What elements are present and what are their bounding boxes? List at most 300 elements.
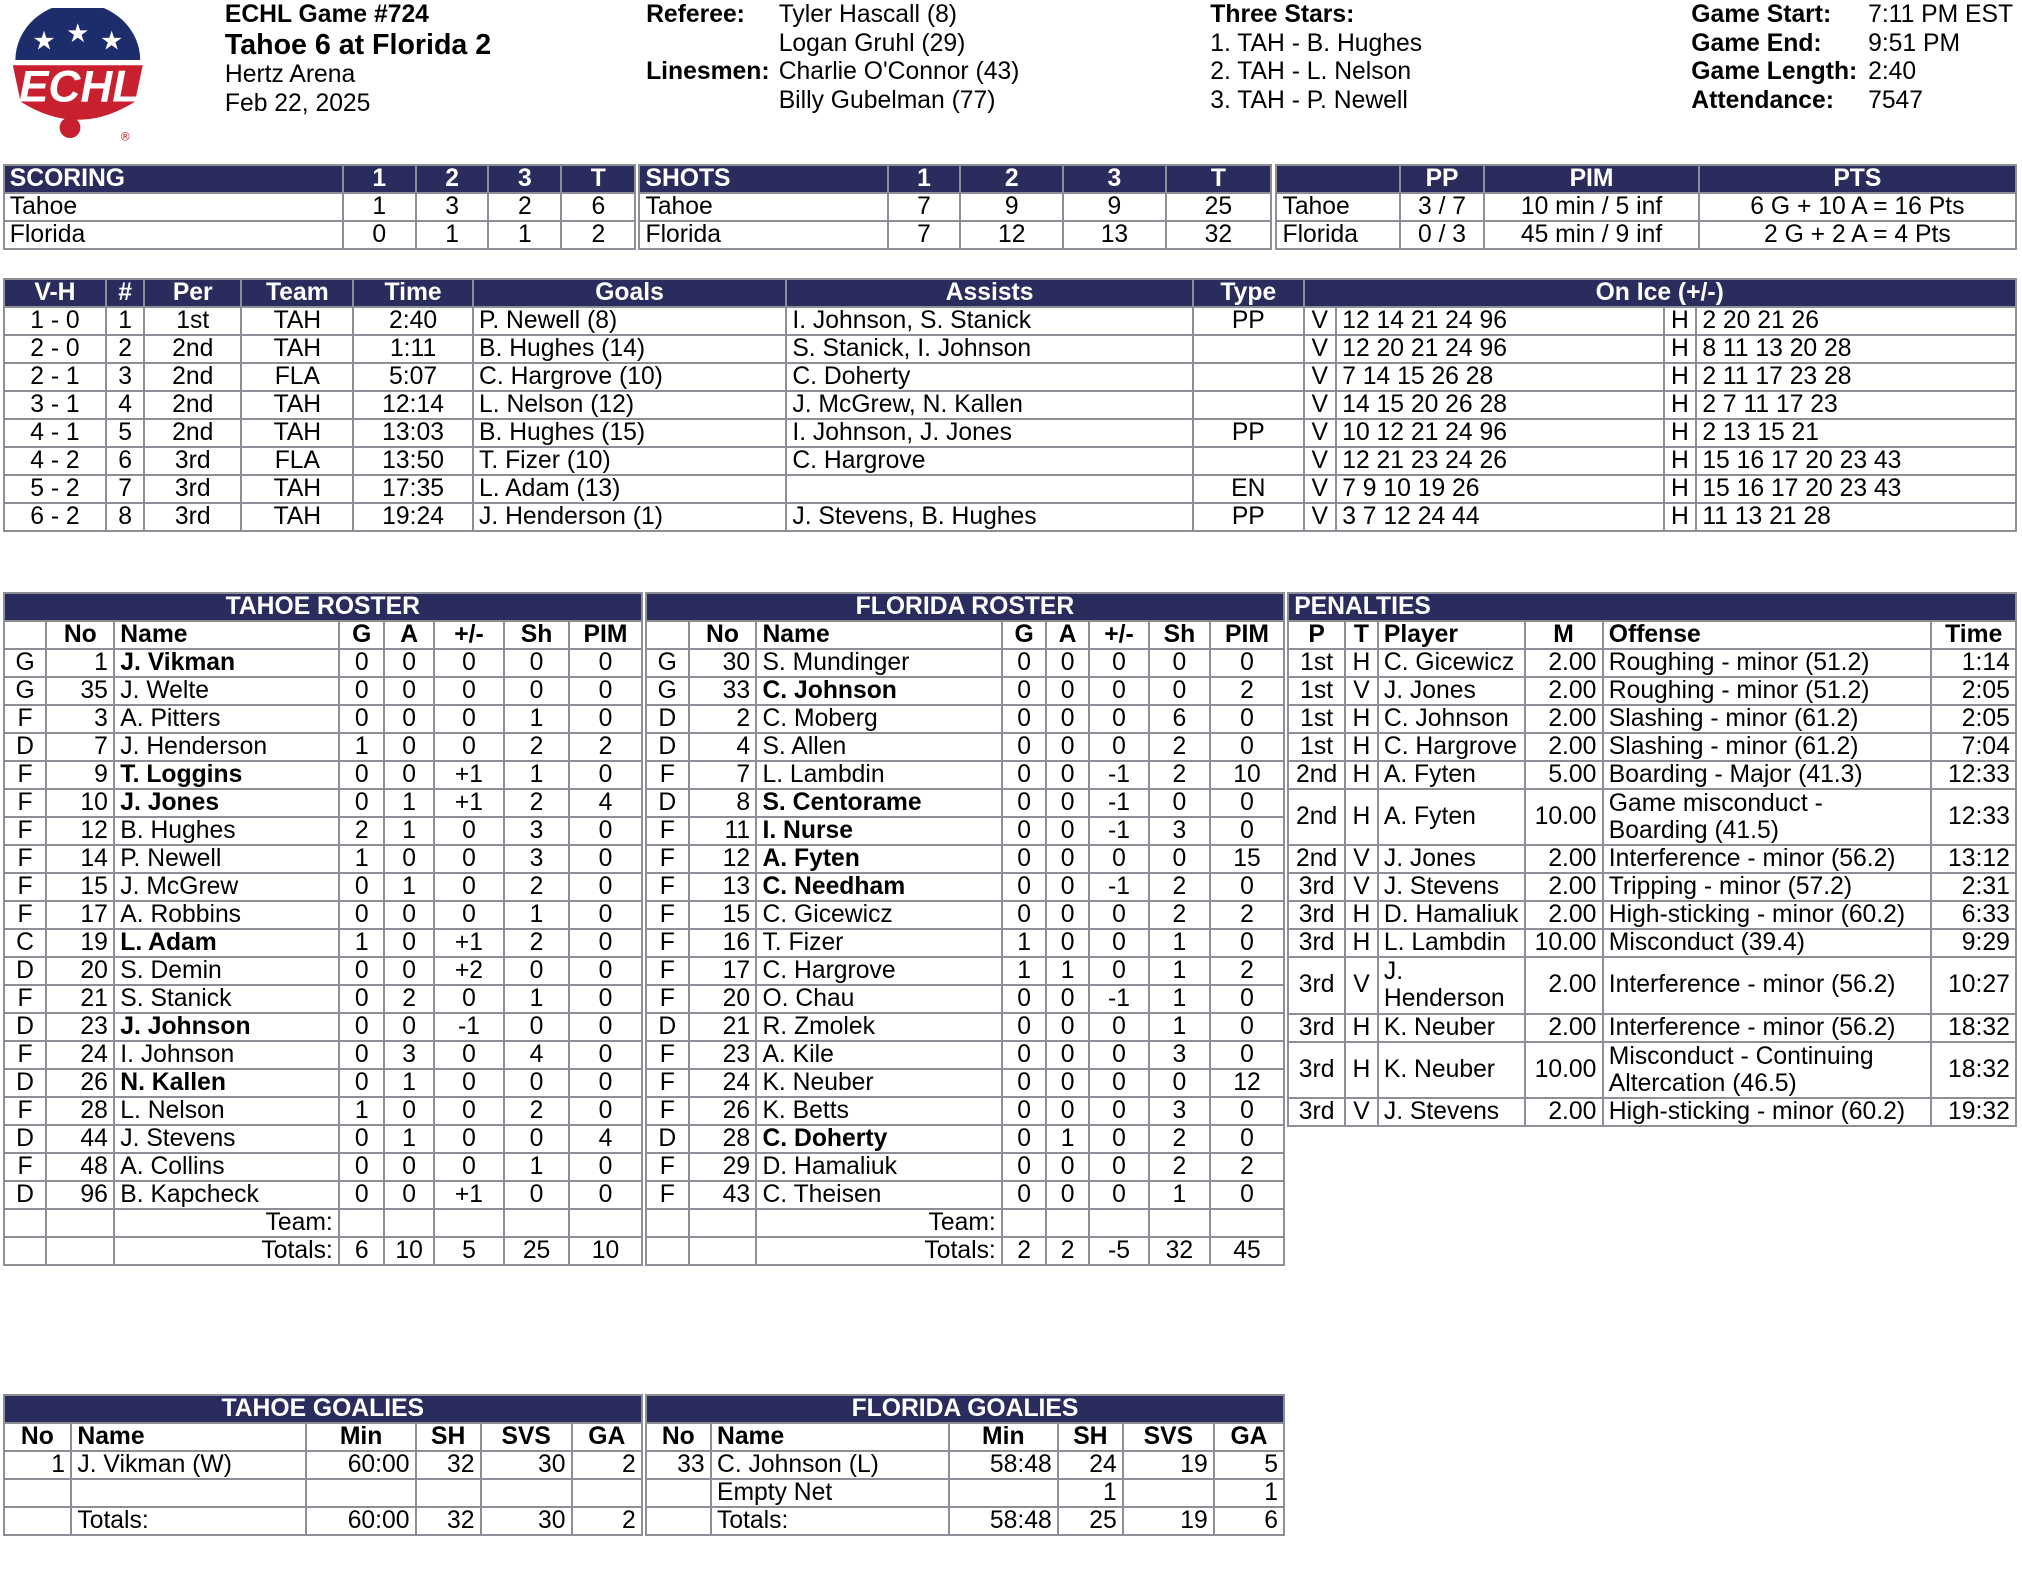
goal-number: 8 [106,503,144,531]
penalty-time: 2:05 [1931,677,2016,705]
roster-row [4,1013,642,1041]
jersey-number: 2 [689,705,757,733]
score-state: 6 - 2 [4,503,107,531]
home-on-ice: 15 16 17 20 23 43 [1696,475,2016,503]
tahoe-goalies-title: TAHOE GOALIES [4,1395,642,1423]
shots-against: 24 [1058,1451,1123,1479]
roster-row [646,761,1284,789]
shots-table [638,164,1272,250]
minutes: 2.00 [1525,1098,1603,1126]
goals: 0 [1002,677,1046,705]
shots-against: 25 [1058,1507,1123,1535]
team-label: Team: [756,1209,1002,1237]
pim-header: PIM [569,621,642,649]
pim: 0 [569,873,642,901]
position: F [4,1153,47,1181]
jersey-number: 12 [46,817,114,845]
pim: 0 [569,677,642,705]
pim: 0 [1210,733,1284,761]
total-assists: 10 [384,1237,433,1265]
jersey-number: 96 [46,1181,114,1209]
plus-minus: 0 [434,1125,504,1153]
scoring-header-total: T [561,165,635,193]
position: D [646,705,689,733]
shots: 2 [1149,901,1210,929]
pim: 2 [1210,1153,1284,1181]
position: F [646,1097,689,1125]
team-name: Tahoe [4,193,343,221]
player-name: P. Newell [114,845,339,873]
scoring-table [3,164,637,250]
pim: 0 [1210,1181,1284,1209]
jersey-number: 8 [689,789,757,817]
plus-minus: 0 [1089,1181,1149,1209]
plus-minus: +1 [434,789,504,817]
period: 1st [144,307,242,335]
shots-row-florida [639,221,1271,249]
roster-row [4,845,642,873]
roster-row [4,677,642,705]
no-header: No [689,621,757,649]
plus-minus: 0 [434,873,504,901]
pim: 0 [1210,1097,1284,1125]
period: 2nd [1288,761,1345,789]
home-marker: H [1664,503,1697,531]
plus-minus: 0 [1089,705,1149,733]
shots: 0 [1149,677,1210,705]
goals: 0 [339,957,385,985]
scorer: B. Hughes (15) [473,419,786,447]
minutes: 10.00 [1525,1042,1603,1099]
visitor-marker: V [1304,363,1337,391]
game-end: 9:51 PM [1868,29,1961,57]
goals: 0 [1002,1069,1046,1097]
goals: 1 [1002,957,1046,985]
goal-type [1193,391,1303,419]
assists: 0 [1046,761,1089,789]
team: FLA [241,363,353,391]
pim: 0 [1210,789,1284,817]
shots: 2 [504,1097,569,1125]
period-goals: 1 [416,221,489,249]
goal-type: PP [1193,419,1303,447]
goalie-row [4,1451,642,1479]
minutes: 2.00 [1525,873,1603,901]
referee-label: Referee: [646,1,745,29]
goal-time: 2:40 [353,307,473,335]
offense: High-sticking - minor (60.2) [1603,901,1932,929]
period: 3rd [144,447,242,475]
player-name: C. Moberg [756,705,1002,733]
roster-row [4,929,642,957]
goals: 0 [1002,817,1046,845]
position: G [4,649,47,677]
penalty-row [1288,901,2016,929]
jersey-number: 21 [46,985,114,1013]
goal-number: 7 [106,475,144,503]
game-title: ECHL Game #724 [224,1,429,29]
penalty-row [1288,677,2016,705]
sh-header: SH [1058,1423,1123,1451]
penalty-row [1288,957,2016,1014]
game-length: 2:40 [1868,58,1917,86]
assists: J. Stevens, B. Hughes [786,503,1193,531]
assists: 0 [384,649,433,677]
position: F [646,1041,689,1069]
officials [646,1,1019,115]
goal-time: 13:50 [353,447,473,475]
pim: 0 [569,901,642,929]
roster-row [4,1097,642,1125]
assists: 0 [1046,1097,1089,1125]
goal-type: PP [1193,307,1303,335]
minutes: 2.00 [1525,677,1603,705]
period: 2nd [1288,789,1345,846]
shots: 1 [1149,957,1210,985]
visitor-on-ice: 7 9 10 19 26 [1336,475,1664,503]
roster-row [4,985,642,1013]
svg-text:★: ★ [100,26,124,57]
pim: 2 [1210,957,1284,985]
shots: 1 [504,1153,569,1181]
plus-minus: 0 [434,1153,504,1181]
goals: 0 [1002,1013,1046,1041]
assists: 0 [1046,649,1089,677]
plus-minus: 0 [434,845,504,873]
goals: 0 [1002,1041,1046,1069]
home-marker: H [1664,475,1697,503]
goals: 2 [339,817,385,845]
visitor-on-ice: 12 21 23 24 26 [1336,447,1664,475]
minutes: 60:00 [306,1507,415,1535]
player-name: I. Nurse [756,817,1002,845]
shots: 3 [1149,817,1210,845]
offense: Misconduct (39.4) [1603,929,1932,957]
period: 3rd [1288,901,1345,929]
offense: Interference - minor (56.2) [1603,1014,1932,1042]
score-state: 4 - 2 [4,447,107,475]
shots: 1 [1149,1013,1210,1041]
game-end-label: Game End: [1691,29,1822,57]
plus-minus: 0 [1089,845,1149,873]
goalie-name: Totals: [711,1507,949,1535]
jersey-number: 7 [689,761,757,789]
jersey-number: 23 [46,1013,114,1041]
total-shots: 25 [504,1237,569,1265]
goal-number: 5 [106,419,144,447]
plusminus-header: +/- [1089,621,1149,649]
sh-header: Sh [1149,621,1210,649]
penalty-time: 2:05 [1931,705,2016,733]
assists: 0 [1046,705,1089,733]
minutes: 2.00 [1525,845,1603,873]
time-header: Time [353,279,473,307]
florida-roster-title: FLORIDA ROSTER [646,593,1284,621]
goals: 0 [339,677,385,705]
roster-team-row [646,1209,1284,1237]
visitor-on-ice: 12 14 21 24 96 [1336,307,1664,335]
goals: 0 [1002,1097,1046,1125]
total-plus-minus: -5 [1089,1237,1149,1265]
pim-header: PIM [1210,621,1284,649]
minutes [949,1479,1058,1507]
plus-minus: -1 [1089,985,1149,1013]
pim: 0 [569,817,642,845]
goals: 0 [1002,873,1046,901]
team: TAH [241,419,353,447]
star-1: 1. TAH - B. Hughes [1210,29,1423,57]
goalie-number [4,1507,72,1535]
penalty-time: 18:32 [1931,1014,2016,1042]
player-name: S. Allen [756,733,1002,761]
goals: 0 [339,873,385,901]
team: V [1345,873,1378,901]
roster-row [646,1153,1284,1181]
position: G [4,677,47,705]
position: F [646,873,689,901]
player-name: A. Robbins [114,901,339,929]
matchup: Tahoe 6 at Florida 2 [224,28,492,61]
minutes: 58:48 [949,1507,1058,1535]
jersey-number: 14 [46,845,114,873]
linesman-1: Charlie O'Connor (43) [778,58,1020,86]
shots: 6 [1149,705,1210,733]
assists: 2 [384,985,433,1013]
player: A. Fyten [1378,761,1525,789]
assists: 0 [1046,789,1089,817]
shots: 1 [1149,1181,1210,1209]
jersey-number: 17 [689,957,757,985]
special-row-tahoe [1276,193,2016,221]
visitor-on-ice: 7 14 15 26 28 [1336,363,1664,391]
jersey-number: 4 [689,733,757,761]
goals: 1 [339,845,385,873]
offense-header: Offense [1603,621,1932,649]
total-pim: 10 [569,1237,642,1265]
points: 6 G + 10 A = 16 Pts [1699,193,2016,221]
jersey-number: 9 [46,761,114,789]
star-3: 3. TAH - P. Newell [1210,87,1408,115]
pim: 4 [569,789,642,817]
player: J. Stevens [1378,1098,1525,1126]
empty-cell [1046,1209,1089,1237]
offense: Slashing - minor (61.2) [1603,733,1932,761]
saves [481,1479,572,1507]
position: F [646,761,689,789]
roster-row [646,1041,1284,1069]
player: K. Neuber [1378,1042,1525,1099]
penalty-time: 10:27 [1931,957,2016,1014]
shots: 0 [504,1181,569,1209]
team-header: Team [241,279,353,307]
sh-header: Sh [504,621,569,649]
goals: 0 [1002,985,1046,1013]
pim: 2 [1210,901,1284,929]
period: 3rd [1288,929,1345,957]
assists: 1 [384,789,433,817]
position: F [4,1097,47,1125]
player-header: Player [1378,621,1525,649]
pim: 0 [1210,817,1284,845]
scorer: T. Fizer (10) [473,447,786,475]
special-header-blank [1276,165,1399,193]
period-shots: 9 [960,193,1063,221]
empty-cell [569,1209,642,1237]
pim: 15 [1210,845,1284,873]
plus-minus: -1 [1089,789,1149,817]
goals: 0 [1002,1153,1046,1181]
jersey-number: 11 [689,817,757,845]
position: C [4,929,47,957]
roster-team-row [4,1209,642,1237]
scorer: L. Nelson (12) [473,391,786,419]
roster-row [4,733,642,761]
position: F [4,901,47,929]
pim-header: PIM [1484,165,1698,193]
assists: 0 [1046,1181,1089,1209]
name-header: Name [756,621,1002,649]
plus-minus: +1 [434,1181,504,1209]
shots-against: 32 [416,1451,481,1479]
roster-row [646,845,1284,873]
svs-header: SVS [481,1423,572,1451]
position: G [646,677,689,705]
goals: 1 [339,733,385,761]
period: 2nd [1288,845,1345,873]
offense: Tripping - minor (57.2) [1603,873,1932,901]
empty-cell [1089,1209,1149,1237]
home-on-ice: 15 16 17 20 23 43 [1696,447,2016,475]
home-marker: H [1664,307,1697,335]
jersey-number: 15 [46,873,114,901]
roster-row [646,649,1284,677]
shots-header-p2: 2 [960,165,1063,193]
assists-header: Assists [786,279,1193,307]
minutes: 2.00 [1525,705,1603,733]
empty-cell [46,1237,114,1265]
plus-minus: 0 [1089,1013,1149,1041]
penalty-time: 19:32 [1931,1098,2016,1126]
assists: 0 [1046,873,1089,901]
assists: 0 [384,1013,433,1041]
tahoe-goalies-table [3,1394,643,1536]
name-header: Name [114,621,339,649]
offense: Game misconduct - Boarding (41.5) [1603,789,1932,846]
roster-row [4,1181,642,1209]
player-name: C. Theisen [756,1181,1002,1209]
roster-row [646,1125,1284,1153]
minutes: 2.00 [1525,901,1603,929]
period: 3rd [1288,1098,1345,1126]
assists: 0 [384,845,433,873]
goal-time: 5:07 [353,363,473,391]
pim: 0 [569,649,642,677]
goal-time: 12:14 [353,391,473,419]
position: F [646,817,689,845]
pim: 0 [569,1041,642,1069]
position: F [646,985,689,1013]
three-stars [1210,1,1422,115]
goalie-row [4,1479,642,1507]
team: H [1345,761,1378,789]
assists [786,475,1193,503]
goalie-number [646,1479,711,1507]
player-name: A. Collins [114,1153,339,1181]
goals: 0 [1002,1125,1046,1153]
period-goals: 1 [488,221,561,249]
home-marker: H [1664,335,1697,363]
team: TAH [241,335,353,363]
jersey-number: 1 [46,649,114,677]
shots: 0 [504,957,569,985]
position: D [4,957,47,985]
goal-time: 13:03 [353,419,473,447]
shots: 2 [1149,1153,1210,1181]
position: F [4,761,47,789]
home-marker: H [1664,419,1697,447]
team-header: T [1345,621,1378,649]
player-name: N. Kallen [114,1069,339,1097]
assists: 0 [1046,1013,1089,1041]
minutes: 5.00 [1525,761,1603,789]
goal-type: EN [1193,475,1303,503]
saves [1123,1479,1214,1507]
goals-header: Goals [473,279,786,307]
player-name: D. Hamaliuk [756,1153,1002,1181]
plus-minus: 0 [434,817,504,845]
player-name: T. Fizer [756,929,1002,957]
shots: 3 [504,817,569,845]
roster-row [646,929,1284,957]
home-marker: H [1664,363,1697,391]
pim: 0 [569,957,642,985]
score-state: 3 - 1 [4,391,107,419]
special-row-florida [1276,221,2016,249]
jersey-number: 30 [689,649,757,677]
empty-cell [434,1209,504,1237]
g-header: G [339,621,385,649]
svg-text:★: ★ [66,18,90,49]
assists: 1 [384,1069,433,1097]
offense: Roughing - minor (51.2) [1603,649,1932,677]
position: F [646,1153,689,1181]
linesmen-label: Linesmen: [646,58,770,86]
goal-row [4,447,2016,475]
goals-against: 2 [572,1451,642,1479]
offense: Slashing - minor (61.2) [1603,705,1932,733]
player-name: K. Neuber [756,1069,1002,1097]
goalie-name: J. Vikman (W) [71,1451,306,1479]
offense: Boarding - Major (41.3) [1603,761,1932,789]
assists: 0 [384,1153,433,1181]
penalty-row [1288,929,2016,957]
player-name: T. Loggins [114,761,339,789]
pim: 4 [569,1125,642,1153]
shots: 4 [504,1041,569,1069]
player-name: R. Zmolek [756,1013,1002,1041]
visitor-marker: V [1304,503,1337,531]
pim: 0 [569,845,642,873]
period-goals: 2 [488,193,561,221]
period-shots: 7 [888,221,961,249]
visitor-marker: V [1304,335,1337,363]
roster-totals-row [4,1237,642,1265]
goals-against: 2 [572,1507,642,1535]
roster-row [4,1041,642,1069]
empty-cell [646,1237,689,1265]
plus-minus: 0 [1089,677,1149,705]
period-header: P [1288,621,1345,649]
